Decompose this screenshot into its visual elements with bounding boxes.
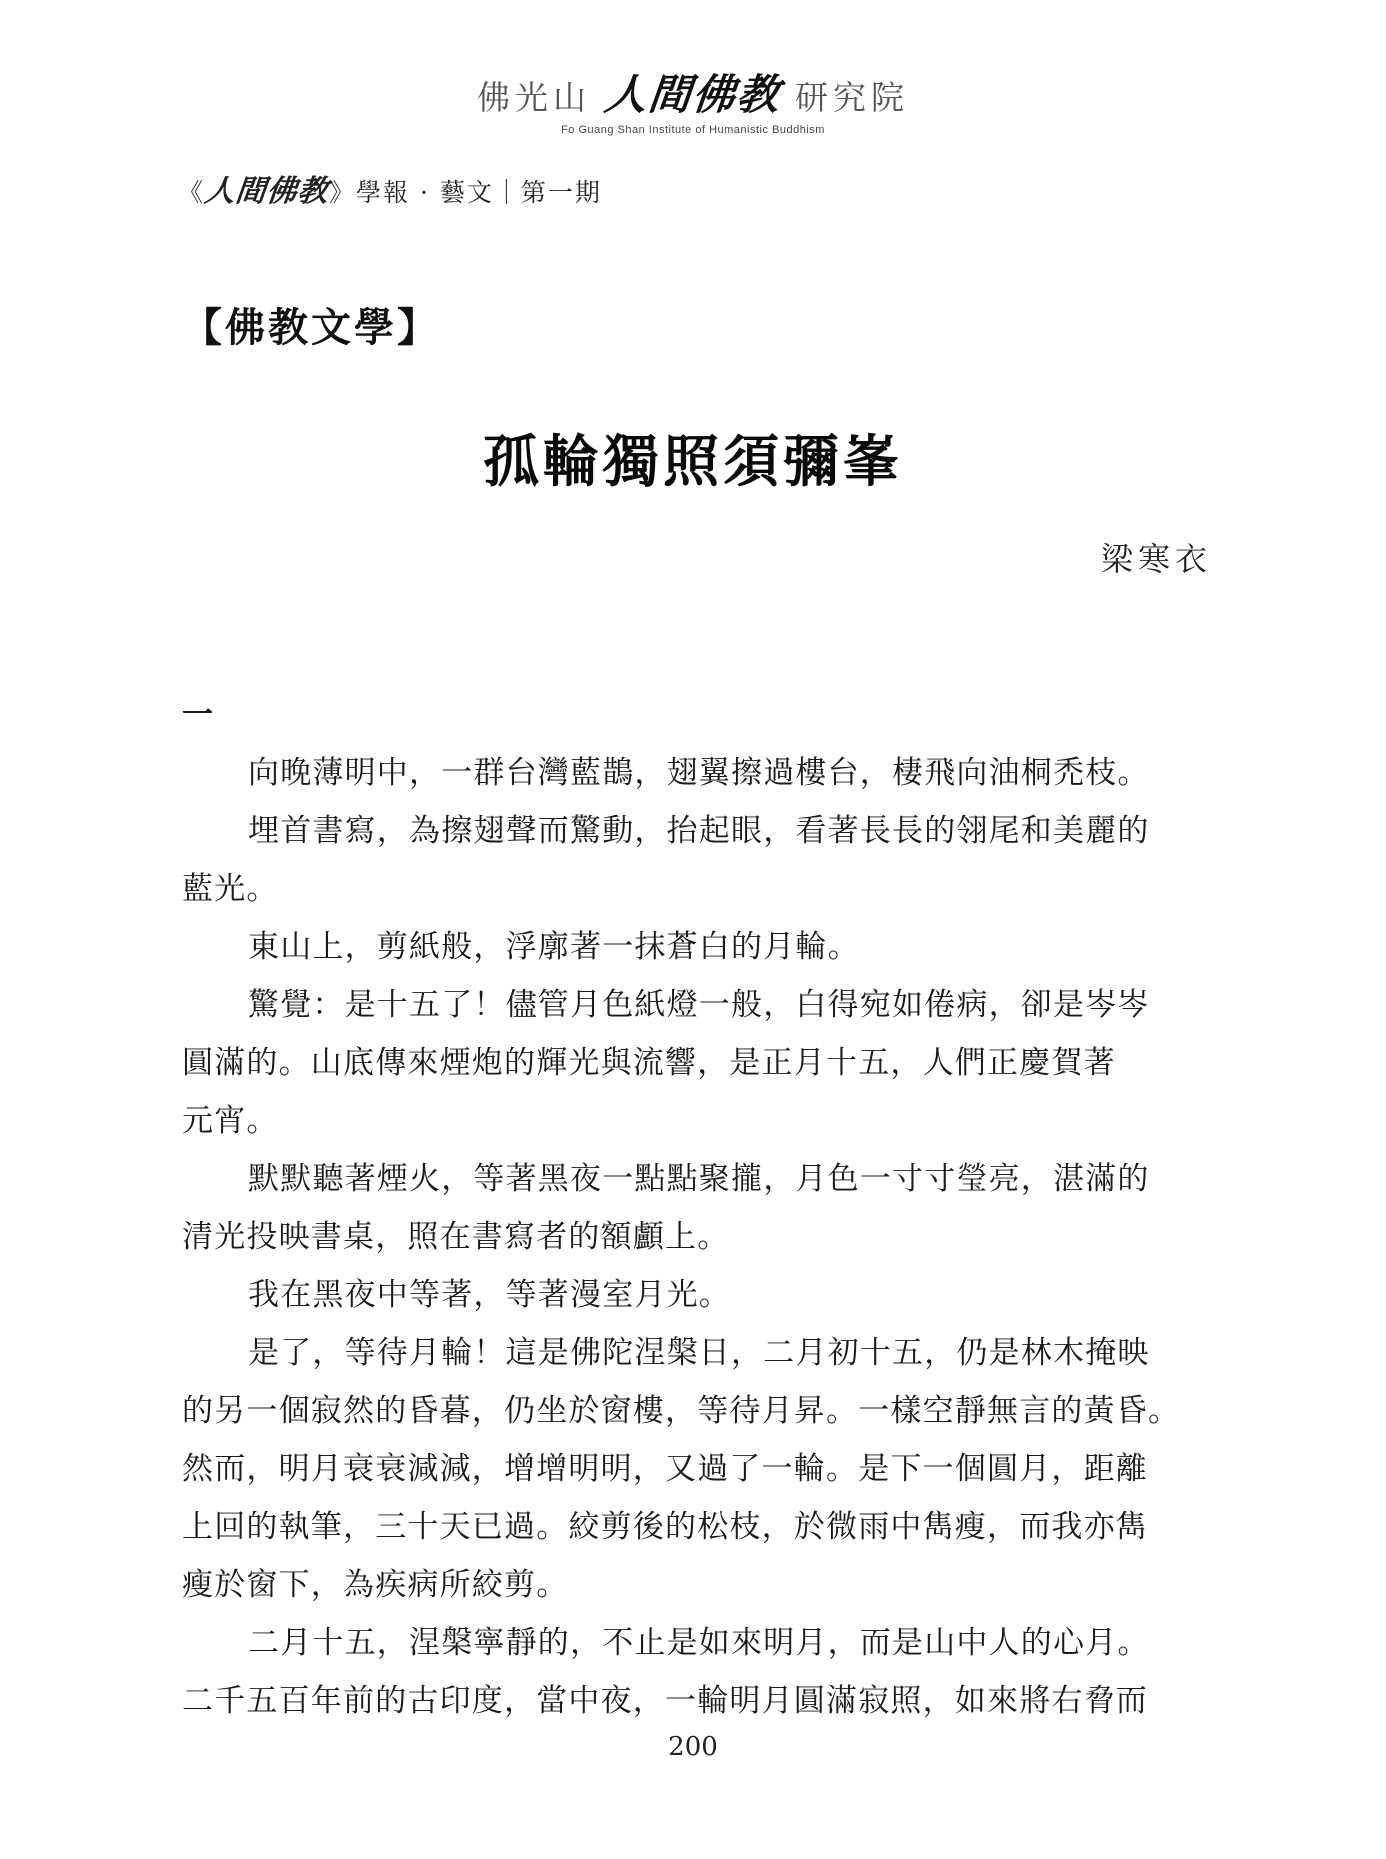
section-label: 【佛教文學】 (182, 304, 440, 351)
body-line: 然而，明月衰衰減減，增增明明，又過了一輪。是下一個圓月，距離 (182, 1451, 1148, 1487)
body-line: 二千五百年前的古印度，當中夜，一輪明月圓滿寂照，如來將右脅而 (182, 1683, 1148, 1719)
article-body (182, 686, 1212, 1730)
masthead (0, 62, 1386, 136)
masthead-logo: 人間佛教 (602, 70, 784, 119)
body-line: 默默聽著煙火，等著黑夜一點點聚攏，月色一寸寸瑩亮，湛滿的 (248, 1161, 1150, 1197)
masthead-subtitle: Fo Guang Shan Institute of Humanistic Buddhism (561, 124, 825, 136)
body-line: 二月十五，涅槃寧靜的，不止是如來明月，而是山中人的心月。 (248, 1625, 1150, 1661)
body-line: 埋首書寫，為擦翅聲而驚動，抬起眼，看著長長的翎尾和美麗的 (248, 813, 1150, 849)
body-line: 驚覺：是十五了！儘管月色紙燈一般，白得宛如倦病，卻是岑岑 (248, 987, 1150, 1023)
masthead-title (477, 62, 909, 122)
body-line: 是了，等待月輪！這是佛陀涅槃日，二月初十五，仍是林木掩映 (248, 1335, 1150, 1371)
body-line: 瘦於窗下，為疾病所絞剪。 (182, 1567, 569, 1603)
journal-issue: 》學報 · 藝文｜第一期 (329, 178, 602, 207)
body-line: 東山上，剪紙般，浮廓著一抹蒼白的月輪。 (248, 929, 860, 965)
journal-logo: 人間佛教 (202, 174, 331, 209)
article-author: 梁寒衣 (1100, 540, 1212, 578)
page-number: 200 (668, 1732, 718, 1762)
section-number: 一 (182, 697, 215, 733)
body-line: 元宵。 (182, 1103, 279, 1139)
article-title: 孤輪獨照須彌峯 (483, 429, 903, 495)
journal-header (178, 166, 602, 210)
body-line: 向晚薄明中，一群台灣藍鵲，翅翼擦過樓台，棲飛向油桐禿枝。 (248, 755, 1150, 791)
body-line: 的另一個寂然的昏暮，仍坐於窗樓，等待月昇。一樣空靜無言的黃昏。 (182, 1393, 1181, 1429)
masthead-right-text: 研究院 (795, 78, 909, 117)
journal-open-bracket: 《 (178, 178, 206, 207)
masthead-left-text: 佛光山 (476, 78, 591, 117)
body-line: 藍光。 (182, 871, 279, 907)
body-line: 圓滿的。山底傳來煙炮的輝光與流響，是正月十五，人們正慶賀著 (182, 1045, 1116, 1081)
body-line: 我在黑夜中等著，等著漫室月光。 (248, 1277, 731, 1313)
body-line: 清光投映書桌，照在書寫者的額顱上。 (182, 1219, 730, 1255)
body-line: 上回的執筆，三十天已過。絞剪後的松枝，於微雨中雋瘦，而我亦雋 (182, 1509, 1148, 1545)
